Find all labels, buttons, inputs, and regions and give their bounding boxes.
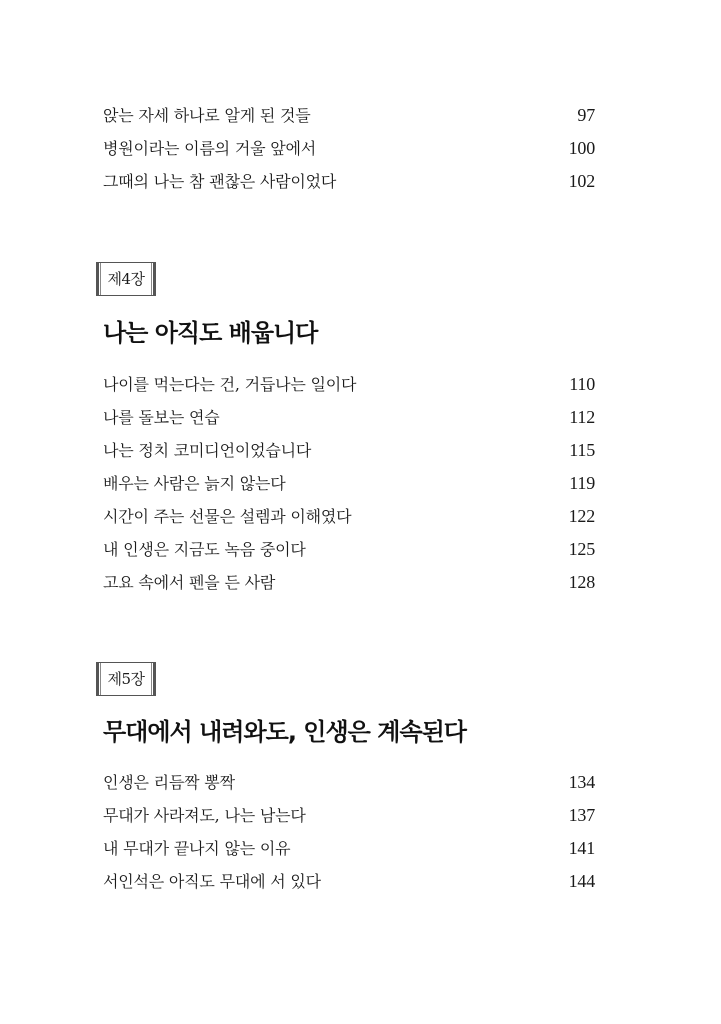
toc-entry-page: 122 [568, 506, 595, 526]
toc-entry-title: 나를 돌보는 연습 [103, 408, 220, 427]
toc-entry-title: 내 인생은 지금도 녹음 중이다 [103, 540, 306, 559]
chapter-5-title: 무대에서 내려와도, 인생은 계속된다 [103, 718, 466, 746]
toc-entry-title: 그때의 나는 참 괜찮은 사람이었다 [103, 172, 337, 191]
toc-entry-title: 내 무대가 끝나지 않는 이유 [103, 839, 291, 858]
toc-entry-page: 102 [568, 171, 595, 191]
toc-entry-title: 나는 정치 코미디언이었습니다 [103, 441, 312, 460]
toc-entry-page: 144 [568, 871, 595, 891]
toc-entry-page: 110 [569, 374, 595, 394]
toc-entry-page: 134 [568, 772, 595, 792]
toc-entry-page: 112 [569, 407, 595, 427]
toc-entry [103, 566, 595, 599]
toc-entry-title: 앉는 자세 하나로 알게 된 것들 [103, 106, 311, 125]
toc-entry-title: 무대가 사라져도, 나는 남는다 [103, 806, 306, 825]
chapter-4-tag: 제4장 [96, 262, 156, 296]
toc-entry [103, 165, 595, 198]
toc-entry [103, 766, 595, 799]
toc-entry-title: 고요 속에서 펜을 든 사람 [103, 573, 276, 592]
toc-entry-title: 나이를 먹는다는 건, 거듭나는 일이다 [103, 375, 357, 394]
toc-entry [103, 832, 595, 865]
toc-entry-page: 141 [568, 838, 595, 858]
toc-entry [103, 533, 595, 566]
toc-entry-title: 서인석은 아직도 무대에 서 있다 [103, 872, 321, 891]
chapter-4-title: 나는 아직도 배웁니다 [103, 319, 318, 347]
toc-list-previous-chapter [103, 99, 595, 198]
toc-entry-title: 배우는 사람은 늙지 않는다 [103, 474, 286, 493]
toc-entry-page: 100 [568, 138, 595, 158]
toc-entry [103, 467, 595, 500]
toc-entry [103, 99, 595, 132]
toc-entry [103, 132, 595, 165]
toc-entry [103, 799, 595, 832]
toc-entry [103, 865, 595, 898]
toc-entry-title: 인생은 리듬짝 뽕짝 [103, 773, 235, 792]
toc-entry [103, 434, 595, 467]
toc-entry-page: 125 [568, 539, 595, 559]
chapter-5-tag: 제5장 [96, 662, 156, 696]
toc-list-chapter-5 [103, 766, 595, 898]
toc-entry-page: 97 [577, 105, 595, 125]
toc-entry-page: 137 [568, 805, 595, 825]
toc-entry-page: 115 [569, 440, 595, 460]
toc-entry-title: 시간이 주는 선물은 설렘과 이해였다 [103, 507, 352, 526]
toc-entry-title: 병원이라는 이름의 거울 앞에서 [103, 139, 316, 158]
toc-entry [103, 500, 595, 533]
toc-entry [103, 368, 595, 401]
toc-list-chapter-4 [103, 368, 595, 599]
toc-entry-page: 119 [569, 473, 595, 493]
toc-entry-page: 128 [568, 572, 595, 592]
toc-entry [103, 401, 595, 434]
